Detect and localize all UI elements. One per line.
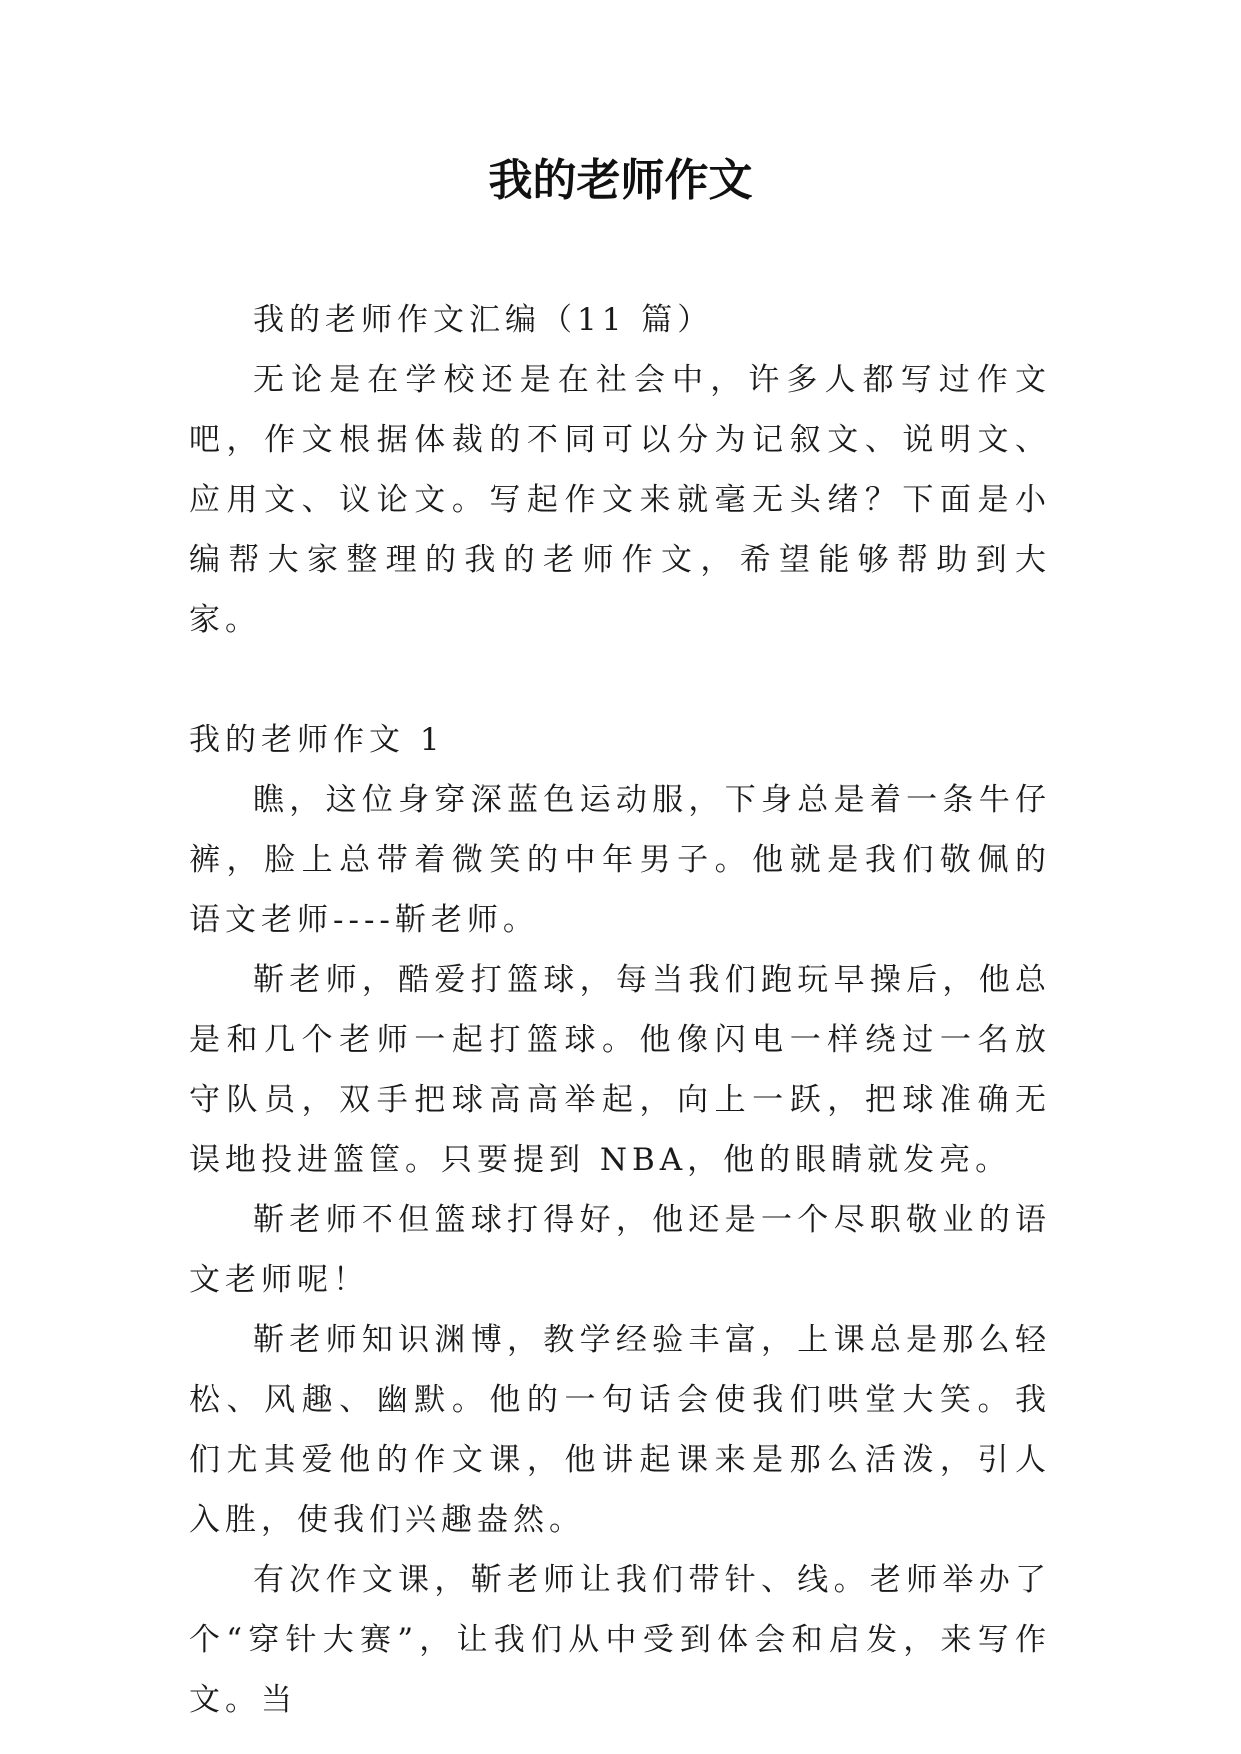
intro-line: 我的老师作文汇编（11 篇） xyxy=(253,302,714,338)
document-body xyxy=(189,290,1051,1730)
body-paragraph: 瞧，这位身穿深蓝色运动服，下身总是着一条牛仔裤，脸上总带着微笑的中年男子。他就是我们敬佩的语文老师----靳老师。 xyxy=(189,782,1051,938)
section-heading: 我的老师作文 1 xyxy=(189,722,445,758)
body-paragraph: 靳老师不但篮球打得好，他还是一个尽职敬业的语文老师呢！ xyxy=(189,1202,1051,1298)
intro-paragraph: 无论是在学校还是在社会中，许多人都写过作文吧，作文根据体裁的不同可以分为记叙文、说明文、应用文、议论文。写起作文来就毫无头绪？下面是小编帮大家整理的我的老师作文，希望能够帮助到大家。 xyxy=(189,362,1051,638)
body-paragraph: 有次作文课，靳老师让我们带针、线。老师举办了个“穿针大赛”，让我们从中受到体会和启发，来写作文。当 xyxy=(189,1562,1051,1718)
body-paragraph: 靳老师，酷爱打篮球，每当我们跑玩早操后，他总是和几个老师一起打篮球。他像闪电一样绕过一名放守队员，双手把球高高举起，向上一跃，把球准确无误地投进篮筐。只要提到 NBA，他的眼睛就发亮。 xyxy=(189,962,1051,1178)
body-paragraph: 靳老师知识渊博，教学经验丰富，上课总是那么轻松、风趣、幽默。他的一句话会使我们哄堂大笑。我们尤其爱他的作文课，他讲起课来是那么活泼，引人入胜，使我们兴趣盎然。 xyxy=(189,1322,1051,1538)
document-title: 我的老师作文 xyxy=(488,155,753,206)
